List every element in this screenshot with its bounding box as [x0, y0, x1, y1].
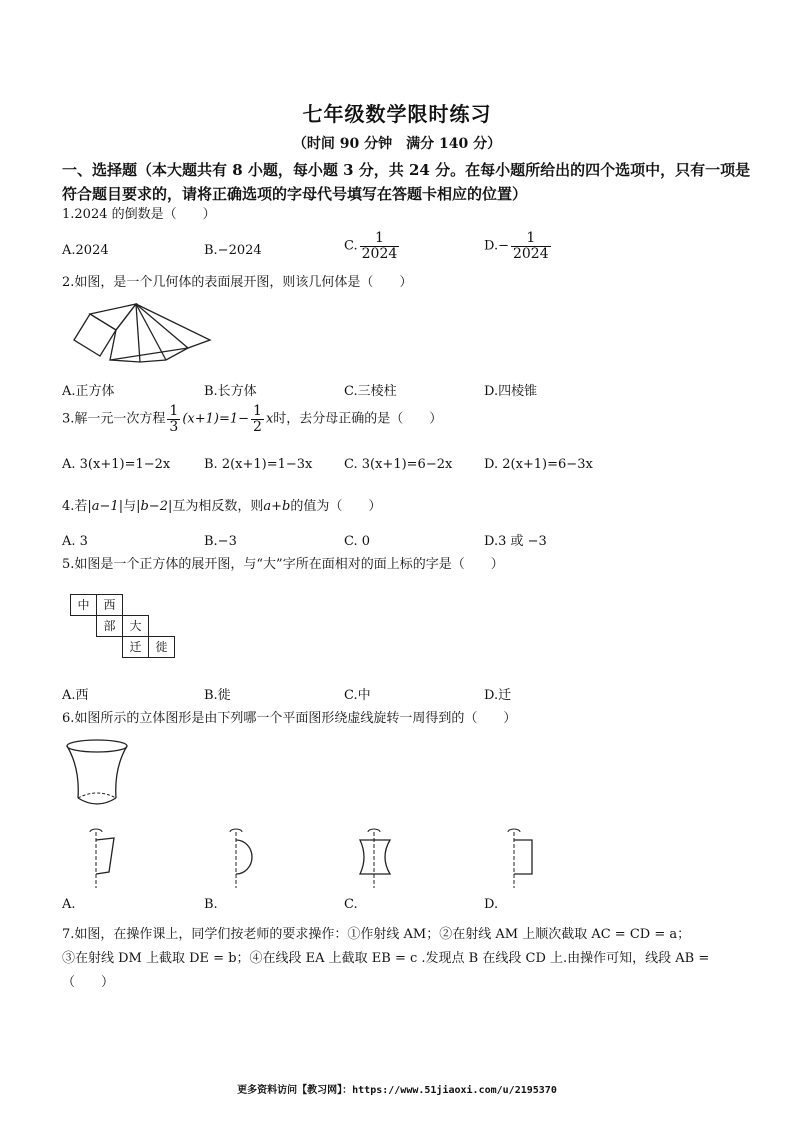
question-1-stem: 1.2024 的倒数是（ ）	[62, 207, 216, 222]
q2-option-c: C.三棱柱	[344, 384, 397, 399]
q4-option-d: D.3 或 −3	[484, 534, 547, 549]
question-5-stem: 5.如图是一个正方体的展开图，与“大”字所在面相对的面上标的字是（ ）	[62, 557, 504, 572]
q3-fraction-one-half	[251, 404, 264, 434]
q4-option-c: C. 0	[344, 534, 371, 549]
question-6-stem: 6.如图所示的立体图形是由下列哪一个平面图形绕虚线旋转一周得到的（ ）	[62, 711, 517, 726]
question-3-stem	[62, 404, 442, 434]
q4-option-a: A. 3	[62, 534, 88, 549]
q2-option-b: B.长方体	[204, 384, 257, 399]
q6-option-c: C.	[344, 897, 358, 912]
fraction-numerator: 1	[169, 403, 179, 419]
q1-option-c-fraction	[360, 231, 400, 261]
q4-stem-prefix: 4.若	[62, 499, 88, 514]
q4-option-b: B.−3	[204, 534, 237, 549]
q3-variable: x	[265, 411, 274, 427]
question-7-line-3: （ ）	[62, 975, 115, 990]
q1-option-d-fraction	[511, 231, 551, 261]
net-cell-da: 大	[122, 615, 149, 637]
question-2-stem: 2.如图，是一个几何体的表面展开图，则该几何体是（ ）	[62, 275, 413, 290]
q6-option-a: A.	[62, 897, 76, 912]
q6-figure-a	[82, 826, 122, 890]
question-7-line-1: 7.如图，在操作课上，同学们按老师的要求操作：①作射线 AM；②在射线 AM 上顺次截取 AC = CD = a；	[62, 927, 691, 942]
q1-option-c	[344, 231, 401, 261]
net-cell-xi2: 徙	[148, 636, 175, 658]
net-cell-bu: 部	[96, 615, 123, 637]
net-cell-qian: 迁	[122, 636, 149, 658]
q1-option-a: A.2024	[62, 243, 109, 258]
net-cell-zhong: 中	[70, 594, 97, 616]
question-4-stem	[62, 498, 381, 516]
q6-figure-d	[500, 826, 540, 890]
q2-option-d: D.四棱锥	[484, 384, 538, 399]
q4-expression-abs-a: |a−1|	[87, 499, 124, 514]
q3-option-b: B. 2(x+1)=1−3x	[204, 457, 313, 472]
q3-fraction-one-third	[167, 404, 180, 434]
page-title: 七年级数学限时练习	[302, 102, 492, 126]
fraction-numerator: 1	[360, 231, 400, 247]
q3-option-c: C. 3(x+1)=6−2x	[344, 457, 453, 472]
fraction-denominator: 3	[169, 418, 179, 435]
q5-option-b: B.徙	[204, 688, 231, 703]
q3-equation-left: (x+1)=1−	[182, 411, 250, 427]
question-7-line-2: ③在射线 DM 上截取 DE = b；④在线段 EA 上截取 EB = c .发现点 B 在线段 CD 上.由操作可知，线段 AB =	[62, 951, 710, 966]
net-cell-xi: 西	[96, 594, 123, 616]
q2-option-a: A.正方体	[62, 384, 115, 399]
q4-expression-sum: a+b	[263, 499, 291, 514]
q3-stem-prefix: 3.解一元一次方程	[62, 411, 166, 427]
section-heading: 一、选择题（本大题共有 8 小题，每小题 3 分，共 24 分。在每小题所给出的四个选项中，只有一项是符合题目要求的，请将正确选项的字母代号填写在答题卡相应的位置）	[62, 161, 751, 203]
fraction-numerator: 1	[253, 403, 262, 419]
fraction-denominator: 2	[253, 418, 262, 435]
fraction-numerator: 1	[511, 231, 551, 247]
q6-figure-b	[224, 826, 264, 890]
q1-option-d	[484, 231, 553, 261]
solid-figure	[62, 738, 132, 810]
fraction-denominator: 2024	[361, 245, 398, 262]
q4-expression-abs-b: |b−2|	[136, 499, 173, 514]
cube-net-figure	[70, 594, 190, 674]
q3-stem-suffix: 时，去分母正确的是（ ）	[273, 411, 443, 427]
q6-option-b: B.	[204, 897, 218, 912]
q1-option-d-label: D.−	[484, 238, 509, 254]
q4-stem-suffix: 的值为（ ）	[290, 499, 382, 514]
q3-option-d: D. 2(x+1)=6−3x	[484, 457, 593, 472]
fraction-denominator: 2024	[512, 245, 549, 262]
q6-figure-c	[354, 826, 404, 890]
pyramid-net-figure	[70, 300, 220, 370]
q5-option-a: A.西	[62, 688, 89, 703]
footer-link[interactable]: 更多资料访问【教习网】：https://www.51jiaoxi.com/u/2195370	[237, 1085, 557, 1096]
exam-subtitle: （时间 90 分钟 满分 140 分）	[292, 136, 502, 152]
q5-option-c: C.中	[344, 688, 371, 703]
q4-stem-middle: 互为相反数，则	[172, 499, 264, 514]
q1-option-b: B.−2024	[204, 243, 262, 258]
q1-option-c-label: C.	[344, 238, 358, 254]
q6-option-d: D.	[484, 897, 499, 912]
q4-join-word: 与	[123, 499, 137, 514]
q3-option-a: A. 3(x+1)=1−2x	[62, 457, 171, 472]
q5-option-d: D.迁	[484, 688, 512, 703]
